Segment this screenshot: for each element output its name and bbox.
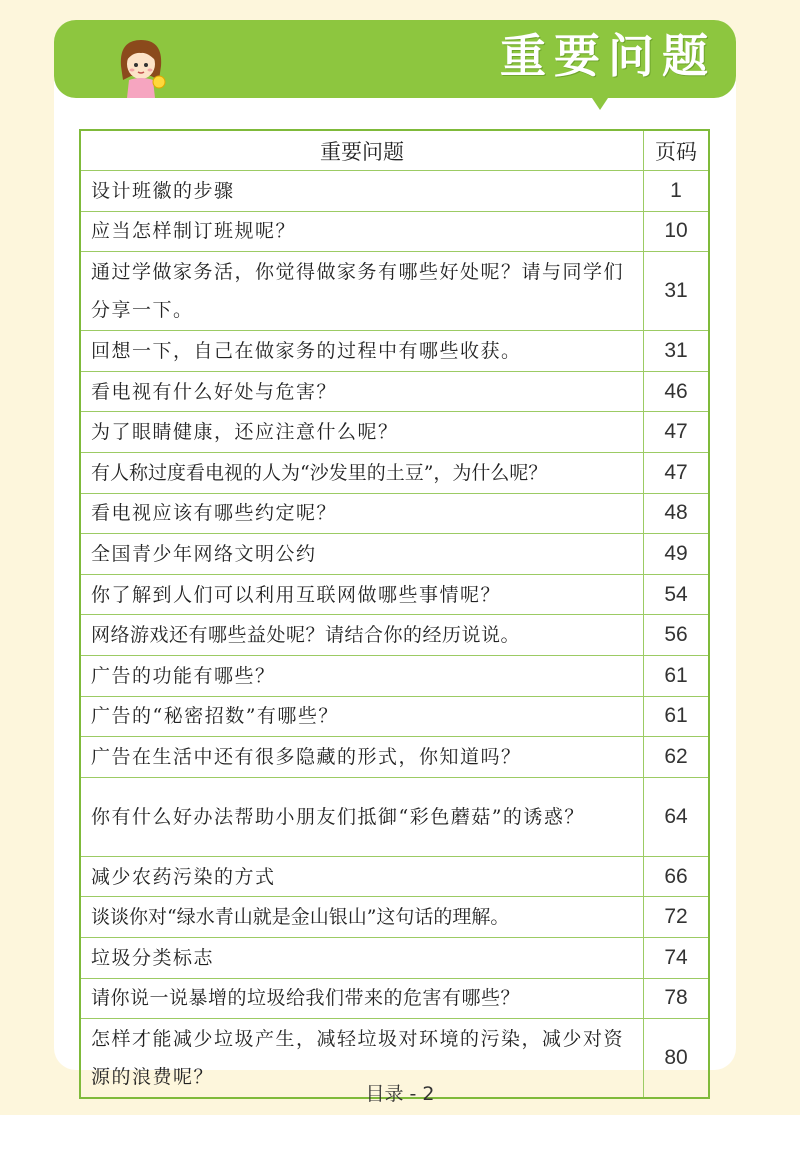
column-header-page: 页码 [644,130,710,171]
table-row [80,737,709,778]
page-cell: 47 [644,452,710,493]
table-row [80,856,709,897]
page-cell: 72 [644,897,710,938]
question-cell: 广告的“秘密招数”有哪些？ [80,696,644,737]
question-cell: 网络游戏还有哪些益处呢？请结合你的经历说说。 [80,615,644,656]
table-row [80,534,709,575]
table-header-row [80,130,709,171]
page-cell: 46 [644,371,710,412]
header-pointer [588,92,612,110]
page-cell: 78 [644,978,710,1019]
question-cell: 通过学做家务活，你觉得做家务有哪些好处呢？请与同学们分享一下。 [80,252,644,331]
page-cell: 48 [644,493,710,534]
table-row [80,211,709,252]
page-cell: 61 [644,655,710,696]
page-number: 目录 - 2 [365,1083,435,1105]
question-cell: 怎样才能减少垃圾产生，减轻垃圾对环境的污染，减少对资源的浪费呢？ [80,1019,644,1099]
table-row [80,171,709,212]
page-cell: 10 [644,211,710,252]
page-cell: 49 [644,534,710,575]
page-cell: 54 [644,574,710,615]
page-cell: 61 [644,696,710,737]
table-row [80,452,709,493]
page-cell: 56 [644,615,710,656]
table-row [80,252,709,331]
girl-mascot-icon [113,36,169,98]
table-row [80,493,709,534]
question-cell: 请你说一说暴增的垃圾给我们带来的危害有哪些？ [80,978,644,1019]
page-cell: 31 [644,331,710,372]
table-row [80,897,709,938]
table-row [80,696,709,737]
question-cell: 设计班徽的步骤 [80,171,644,212]
table-row [80,412,709,453]
question-cell: 看电视应该有哪些约定呢？ [80,493,644,534]
page-cell: 47 [644,412,710,453]
page-cell: 66 [644,856,710,897]
question-cell: 你了解到人们可以利用互联网做哪些事情呢？ [80,574,644,615]
table-row [80,978,709,1019]
question-cell: 应当怎样制订班规呢？ [80,211,644,252]
page-cell: 64 [644,777,710,856]
page-title: 重要问题 [500,29,716,83]
question-cell: 回想一下，自己在做家务的过程中有哪些收获。 [80,331,644,372]
question-cell: 你有什么好办法帮助小朋友们抵御“彩色蘑菇”的诱惑？ [80,777,644,856]
question-cell: 垃圾分类标志 [80,937,644,978]
table-row [80,777,709,856]
question-cell: 减少农药污染的方式 [80,856,644,897]
table-row [80,937,709,978]
question-cell: 为了眼睛健康，还应注意什么呢？ [80,412,644,453]
page-cell: 80 [644,1019,710,1099]
question-cell: 有人称过度看电视的人为“沙发里的土豆”，为什么呢？ [80,452,644,493]
table-row [80,371,709,412]
table-row [80,574,709,615]
question-cell: 广告的功能有哪些？ [80,655,644,696]
table-row [80,615,709,656]
questions-table [79,129,710,1099]
page-cell: 74 [644,937,710,978]
question-cell: 看电视有什么好处与危害？ [80,371,644,412]
table-row [80,655,709,696]
page-cell: 1 [644,171,710,212]
table-row [80,331,709,372]
column-header-question: 重要问题 [80,130,644,171]
page-cell: 62 [644,737,710,778]
question-cell: 谈谈你对“绿水青山就是金山银山”这句话的理解。 [80,897,644,938]
question-cell: 全国青少年网络文明公约 [80,534,644,575]
question-cell: 广告在生活中还有很多隐藏的形式，你知道吗？ [80,737,644,778]
page-cell: 31 [644,252,710,331]
